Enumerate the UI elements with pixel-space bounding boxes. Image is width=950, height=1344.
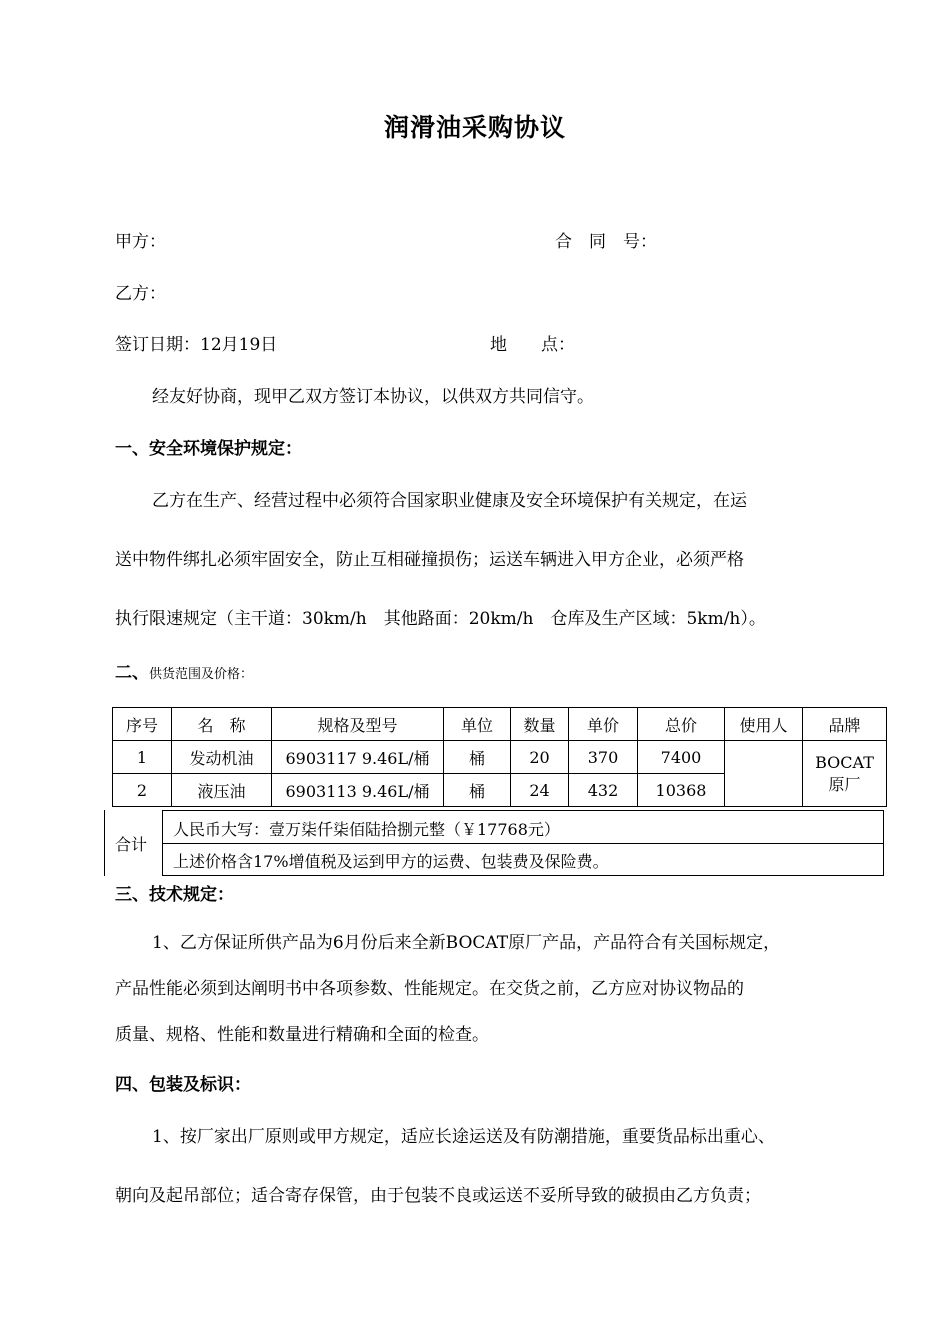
cell-no: 2 bbox=[113, 774, 172, 807]
cell-qty: 24 bbox=[511, 774, 569, 807]
cell-name: 液压油 bbox=[172, 774, 272, 807]
cell-price: 432 bbox=[569, 774, 638, 807]
cell-name: 发动机油 bbox=[172, 741, 272, 774]
column-header: 序号 bbox=[113, 708, 172, 741]
section3-heading: 三、技术规定： bbox=[115, 885, 234, 905]
document-title: 润滑油采购协议 bbox=[383, 113, 566, 142]
column-header: 数量 bbox=[511, 708, 569, 741]
section1-line: 乙方在生产、经营过程中必须符合国家职业健康及安全环境保护有关规定，在运 bbox=[152, 491, 747, 511]
column-header: 名 称 bbox=[172, 708, 272, 741]
column-header: 使用人 bbox=[725, 708, 803, 741]
supply-table bbox=[112, 707, 887, 807]
brand-line: 原厂 bbox=[828, 774, 861, 794]
cell-unit: 桶 bbox=[444, 774, 511, 807]
section2-heading bbox=[115, 658, 253, 683]
section3-line: 1、乙方保证所供产品为6月份后来全新BOCAT原厂产品，产品符合有关国标规定， bbox=[152, 933, 781, 953]
section2-heading-text: 供货范围及价格： bbox=[149, 667, 254, 682]
cell-user bbox=[725, 741, 803, 807]
place-label: 地 点： bbox=[490, 335, 575, 355]
section1-heading: 一、安全环境保护规定： bbox=[115, 439, 302, 459]
table-row bbox=[113, 741, 887, 774]
section4-line: 朝向及起吊部位；适合寄存保管，由于包装不良或运送不妥所导致的破损由乙方负责； bbox=[115, 1186, 761, 1206]
cell-qty: 20 bbox=[511, 741, 569, 774]
section2-heading-number: 二、 bbox=[115, 663, 149, 683]
total-note: 上述价格含17%增值税及运到甲方的运费、包装费及保险费。 bbox=[173, 852, 609, 871]
cell-price: 370 bbox=[569, 741, 638, 774]
cell-total: 7400 bbox=[638, 741, 725, 774]
section3-line: 质量、规格、性能和数量进行精确和全面的检查。 bbox=[115, 1025, 489, 1045]
table-header-row bbox=[113, 708, 887, 741]
total-amount-row bbox=[162, 810, 884, 844]
column-header: 品牌 bbox=[803, 708, 887, 741]
section4-line: 1、按厂家出厂原则或甲方规定，适应长途运送及有防潮措施，重要货品标出重心、 bbox=[152, 1127, 775, 1147]
contract-number-label: 合 同 号： bbox=[555, 232, 657, 252]
cell-no: 1 bbox=[113, 741, 172, 774]
intro-paragraph: 经友好协商，现甲乙双方签订本协议，以供双方共同信守。 bbox=[152, 387, 594, 407]
total-amount: 人民币大写：壹万柒仟柒佰陆拾捌元整（￥17768元） bbox=[173, 820, 560, 839]
total-label: 合计 bbox=[115, 835, 148, 854]
party-a-label: 甲方： bbox=[115, 232, 166, 252]
cell-unit: 桶 bbox=[444, 741, 511, 774]
brand-line: BOCAT bbox=[815, 752, 874, 772]
column-header: 总价 bbox=[638, 708, 725, 741]
total-note-row bbox=[162, 843, 884, 876]
cell-brand bbox=[803, 741, 887, 807]
total-label-cell bbox=[104, 810, 163, 876]
sign-date: 签订日期：12月19日 bbox=[115, 335, 278, 355]
cell-spec: 6903117 9.46L/桶 bbox=[272, 741, 444, 774]
party-b-label: 乙方： bbox=[115, 284, 166, 304]
column-header: 单位 bbox=[444, 708, 511, 741]
section1-line: 执行限速规定（主干道：30km/h 其他路面：20km/h 仓库及生产区域：5km/h）。 bbox=[115, 609, 766, 629]
cell-total: 10368 bbox=[638, 774, 725, 807]
column-header: 单价 bbox=[569, 708, 638, 741]
section3-line: 产品性能必须到达阐明书中各项参数、性能规定。在交货之前，乙方应对协议物品的 bbox=[115, 979, 744, 999]
totals-block bbox=[104, 810, 883, 876]
column-header: 规格及型号 bbox=[272, 708, 444, 741]
cell-spec: 6903113 9.46L/桶 bbox=[272, 774, 444, 807]
section4-heading: 四、包装及标识： bbox=[115, 1075, 251, 1095]
section1-line: 送中物件绑扎必须牢固安全，防止互相碰撞损伤；运送车辆进入甲方企业，必须严格 bbox=[115, 550, 744, 570]
